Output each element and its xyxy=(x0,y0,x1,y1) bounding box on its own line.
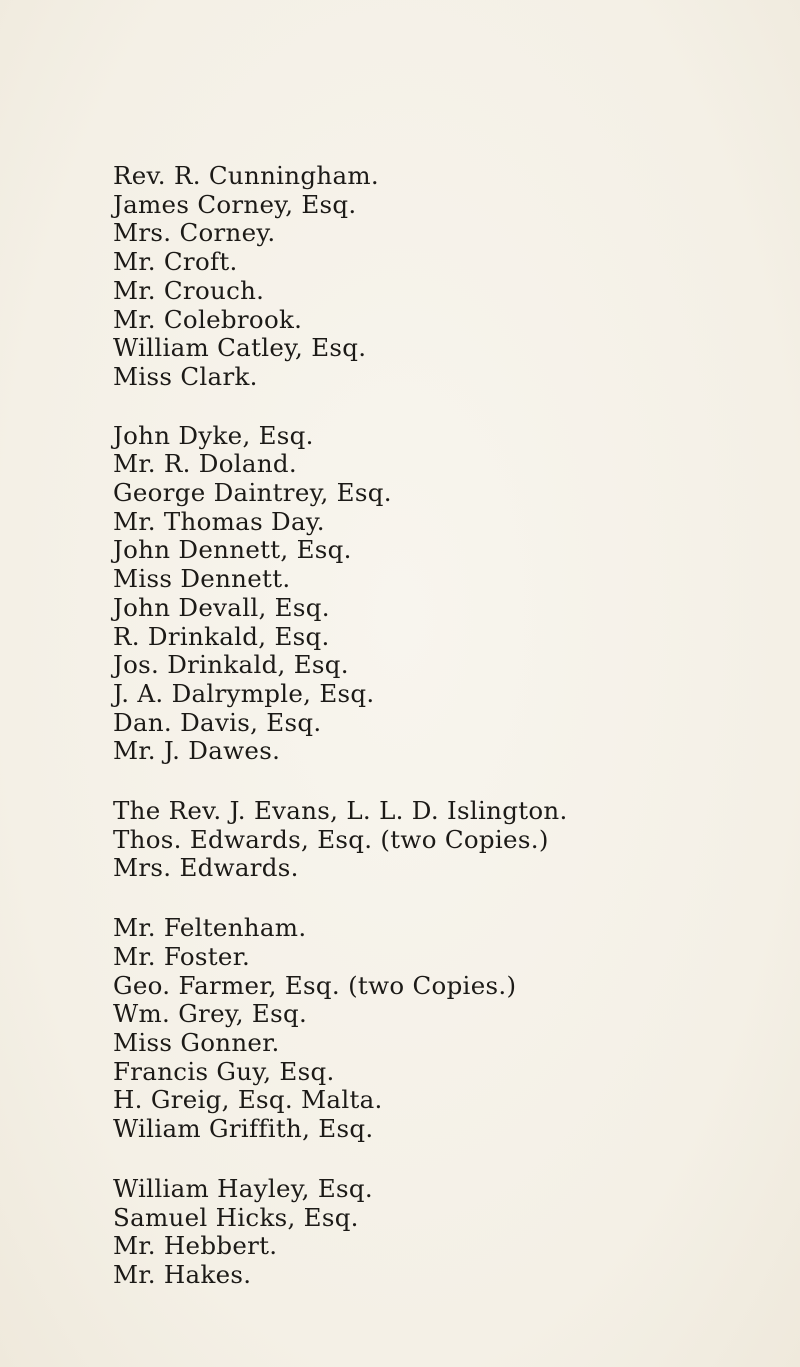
subscriber-entry: Rev. R. Cunningham. xyxy=(113,161,379,190)
subscriber-entry: Mr. Croft. xyxy=(113,247,238,277)
subscriber-entry: Mr. J. Dawes. xyxy=(113,736,281,766)
subscriber-entry: Geo. Farmer, Esq. (two Copies.) xyxy=(113,970,517,1000)
subscriber-entry: J. A. Dalrymple, Esq. xyxy=(113,678,375,708)
subscriber-list xyxy=(113,162,773,1320)
subscriber-entry: Miss Clark. xyxy=(113,361,258,391)
subscriber-entry: Thos. Edwards, Esq. (two Copies.) xyxy=(113,824,549,854)
subscriber-entry: Mr. Thomas Day. xyxy=(113,506,325,536)
subscriber-entry: H. Greig, Esq. Malta. xyxy=(113,1085,383,1115)
subscriber-entry: Mr. Feltenham. xyxy=(113,913,307,943)
subscriber-entry: Wm. Grey, Esq. xyxy=(113,999,308,1029)
subscriber-entry: Francis Guy, Esq. xyxy=(113,1056,335,1086)
subscriber-entry: Mr. Crouch. xyxy=(113,275,265,305)
subscriber-entry: Jos. Drinkald, Esq. xyxy=(113,650,349,680)
subscriber-entry: Mr. Hakes. xyxy=(113,1259,252,1289)
subscriber-entry: Mr. R. Doland. xyxy=(113,449,297,479)
subscriber-group-d xyxy=(113,422,773,766)
subscriber-entry: George Daintrey, Esq. xyxy=(113,478,392,508)
subscriber-entry: Wiliam Griffith, Esq. xyxy=(113,1114,374,1144)
subscriber-group-e xyxy=(113,797,773,883)
subscriber-entry: Samuel Hicks, Esq. xyxy=(113,1202,359,1232)
subscriber-entry: Mr. Colebrook. xyxy=(113,304,303,334)
subscriber-entry: Miss Gonner. xyxy=(113,1027,280,1057)
subscriber-entry: R. Drinkald, Esq. xyxy=(113,621,330,651)
subscriber-entry: Miss Dennett. xyxy=(113,564,291,594)
subscriber-entry: Mrs. Edwards. xyxy=(113,853,299,883)
subscriber-entry: Mr. Foster. xyxy=(113,941,251,971)
subscriber-entry: Dan. Davis, Esq. xyxy=(113,707,322,737)
subscriber-entry: John Dennett, Esq. xyxy=(113,535,352,565)
subscriber-entry: Mrs. Corney. xyxy=(113,218,276,248)
subscriber-entry: William Catley, Esq. xyxy=(113,333,367,363)
subscriber-group-f-g xyxy=(113,914,773,1144)
subscriber-entry: The Rev. J. Evans, L. L. D. Islington. xyxy=(113,796,568,826)
subscriber-group-h xyxy=(113,1175,773,1290)
subscriber-entry: John Devall, Esq. xyxy=(113,592,330,622)
subscriber-entry: John Dyke, Esq. xyxy=(113,420,314,450)
subscriber-group-c xyxy=(113,162,773,392)
subscriber-entry: Mr. Hebbert. xyxy=(113,1231,278,1261)
subscriber-entry: James Corney, Esq. xyxy=(113,189,357,219)
subscriber-entry: William Hayley, Esq. xyxy=(113,1173,373,1203)
